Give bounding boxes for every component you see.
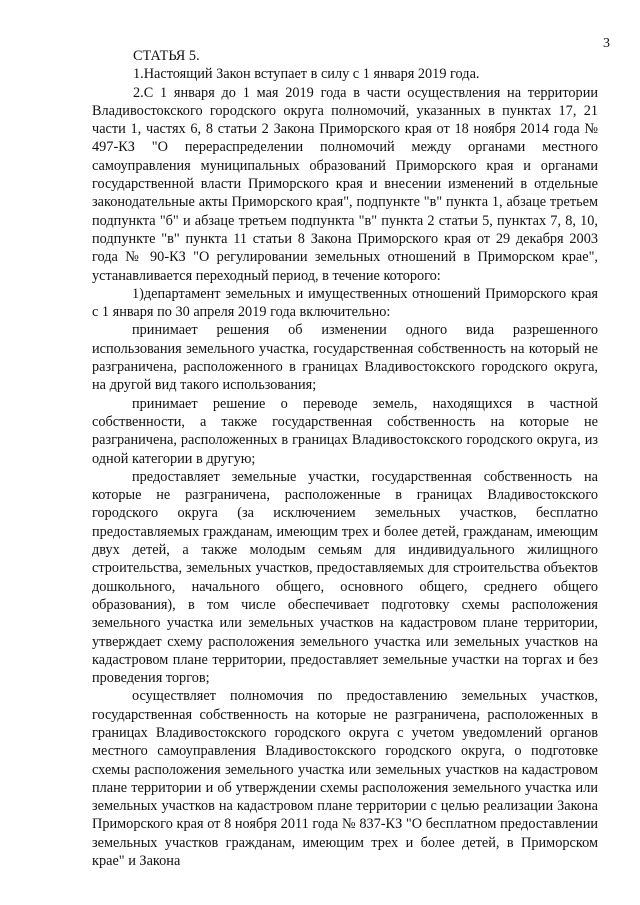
document-body bbox=[92, 47, 598, 870]
paragraph-change-land-use: принимает решения об изменении одного вида разрешенного использования земельного участка, государственная собственность на который не разграничена, расположенного в границах Владивостокского городского округа, на другой вид такого использования; bbox=[92, 322, 598, 394]
paragraph-powers: осуществляет полномочия по предоставлению земельных участков, государственная собственность на которые не разграничена, расположенных в границах Владивостокского городского округа с учетом уведомлений органов местного самоуправления Владивостокского городского округа, о подготовке схемы расположения земельного участка или земельных участков на кадастровом плане территории и об утверждении схемы расположения земельного участка или земельных участков на кадастровом плане территории с целью реализации Закона Приморского края от 8 ноября 2011 года № 837-КЗ "О бесплатном предоставлении земельных участков гражданам, имеющим трех и более детей, в Приморском крае" и Закона bbox=[92, 688, 598, 870]
paragraph-transition-period: 2.С 1 января до 1 мая 2019 года в части осуществления на территории Владивостокского городского округа полномочий, указанных в пунктах 17, 21 части 1, частях 6, 8 статьи 2 Закона Приморского края от 18 ноября 2014 года № 497-КЗ "О перераспределении полномочий между органами местного самоуправления муниципальных образований Приморского края и органами государственной власти Приморского края и внесении изменений в отдельные законодательные акты Приморского края", подпункте "в" пункта 1, абзаце третьем подпункта "б" и абзаце третьем подпункта "в" пункта 2 статьи 5, пунктах 7, 8, 10, подпункте "в" пункта 11 статьи 8 Закона Приморского края от 29 декабря 2003 года № 90-КЗ "О регулировании земельных отношений в Приморском крае", устанавливается переходный период, в течение которого: bbox=[92, 84, 598, 284]
paragraph-department: 1)департамент земельных и имущественных отношений Приморского края с 1 января по 30 апреля 2019 года включительно: bbox=[92, 285, 598, 321]
paragraph-entry-into-force: 1.Настоящий Закон вступает в силу с 1 января 2019 года. bbox=[133, 66, 480, 83]
article-heading: СТАТЬЯ 5. bbox=[133, 48, 200, 64]
paragraph-land-transfer: принимает решение о переводе земель, находящихся в частной собственности, а также государственная собственность на которые не разграничена, расположенных в границах Владивостокского городского округа, из одной категории в другую; bbox=[92, 395, 598, 467]
page-number: 3 bbox=[603, 36, 610, 51]
paragraph-land-provision: предоставляет земельные участки, государственная собственность на которые не разграничена, расположенные в границах Владивостокского городского округа (за исключением земельных участков, бесплатно предоставляемых гражданам, имеющим трех и более детей, гражданам, имеющим двух детей, а также молодым семьям для индивидуального жилищного строительства, земельных участков, предоставляемых для строительства объектов дошкольного, начального общего, основного общего, среднего общего образования), в том числе обеспечивает подготовку схемы расположения земельного участка или земельных участков на кадастровом плане территории, утверждает схему расположения земельного участка или земельных участков на кадастровом плане территории, предоставляет земельные участки на торгах и без проведения торгов; bbox=[92, 468, 598, 687]
